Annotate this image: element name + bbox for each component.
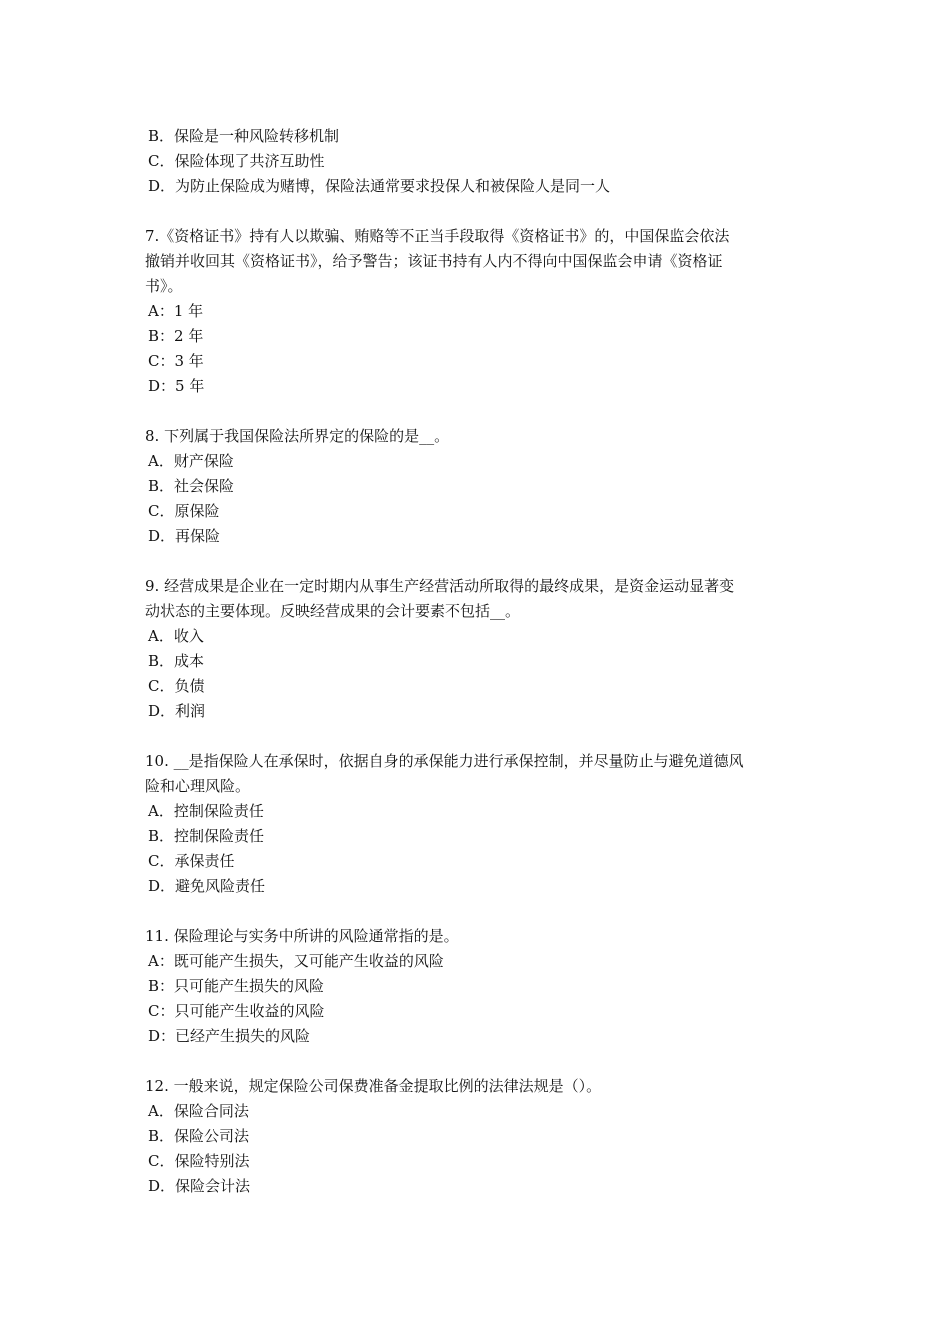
option-c: C．负债 (148, 677, 205, 695)
question-text: 9. 经营成果是企业在一定时期内从事生产经营活动所取得的最终成果，是资金运动显著变 (145, 577, 735, 595)
option-d: D：5 年 (148, 377, 205, 395)
option-a: A．保险合同法 (148, 1102, 249, 1120)
question-text: 撤销并收回其《资格证书》，给予警告；该证书持有人内不得向中国保监会申请《资格证 (145, 252, 723, 270)
option-a: A：既可能产生损失，又可能产生收益的风险 (148, 952, 444, 970)
option-b: B．保险公司法 (148, 1127, 250, 1145)
option-c: C．原保险 (148, 502, 220, 520)
option-c: C．保险特别法 (148, 1152, 250, 1170)
option-a: A：1 年 (148, 302, 204, 320)
option-c: C．承保责任 (148, 852, 235, 870)
option-d: D．再保险 (148, 527, 221, 545)
question-text: 11. 保险理论与实务中所讲的风险通常指的是。 (145, 927, 459, 945)
question-8 (145, 424, 810, 549)
question-7 (145, 224, 810, 399)
question-text: 10. __是指保险人在承保时，依据自身的承保能力进行承保控制，并尽量防止与避免道德风 (145, 752, 744, 770)
question-10 (145, 749, 810, 899)
question-9 (145, 574, 810, 724)
question-text: 12. 一般来说，规定保险公司保费准备金提取比例的法律法规是（）。 (145, 1077, 602, 1095)
option-d: D：已经产生损失的风险 (148, 1027, 311, 1045)
option-d: D．利润 (148, 702, 206, 720)
option-d: D．保险会计法 (148, 1177, 251, 1195)
question-text: 7.《资格证书》持有人以欺骗、贿赂等不正当手段取得《资格证书》的，中国保监会依法 (145, 227, 730, 245)
option-b: B：只可能产生损失的风险 (148, 977, 325, 995)
question-6-options (145, 124, 810, 199)
option-b: B．社会保险 (148, 477, 235, 495)
document-page (145, 124, 810, 1199)
option-b: B．成本 (148, 652, 205, 670)
option-d: D．为防止保险成为赌博，保险法通常要求投保人和被保险人是同一人 (148, 177, 611, 195)
option-b: B：2 年 (148, 327, 204, 345)
option-c: C．保险体现了共济互助性 (148, 152, 325, 170)
option-b: B．保险是一种风险转移机制 (148, 127, 340, 145)
question-12 (145, 1074, 810, 1199)
question-11 (145, 924, 810, 1049)
question-text: 书》。 (145, 277, 183, 295)
question-text: 8. 下列属于我国保险法所界定的保险的是__。 (145, 427, 450, 445)
option-c: C：只可能产生收益的风险 (148, 1002, 325, 1020)
option-b: B．控制保险责任 (148, 827, 265, 845)
option-a: A．收入 (148, 627, 204, 645)
option-a: A．财产保险 (148, 452, 234, 470)
option-d: D．避免风险责任 (148, 877, 266, 895)
option-a: A．控制保险责任 (148, 802, 264, 820)
question-text: 险和心理风险。 (145, 777, 251, 795)
question-text: 动状态的主要体现。反映经营成果的会计要素不包括__。 (145, 602, 521, 620)
option-c: C：3 年 (148, 352, 204, 370)
